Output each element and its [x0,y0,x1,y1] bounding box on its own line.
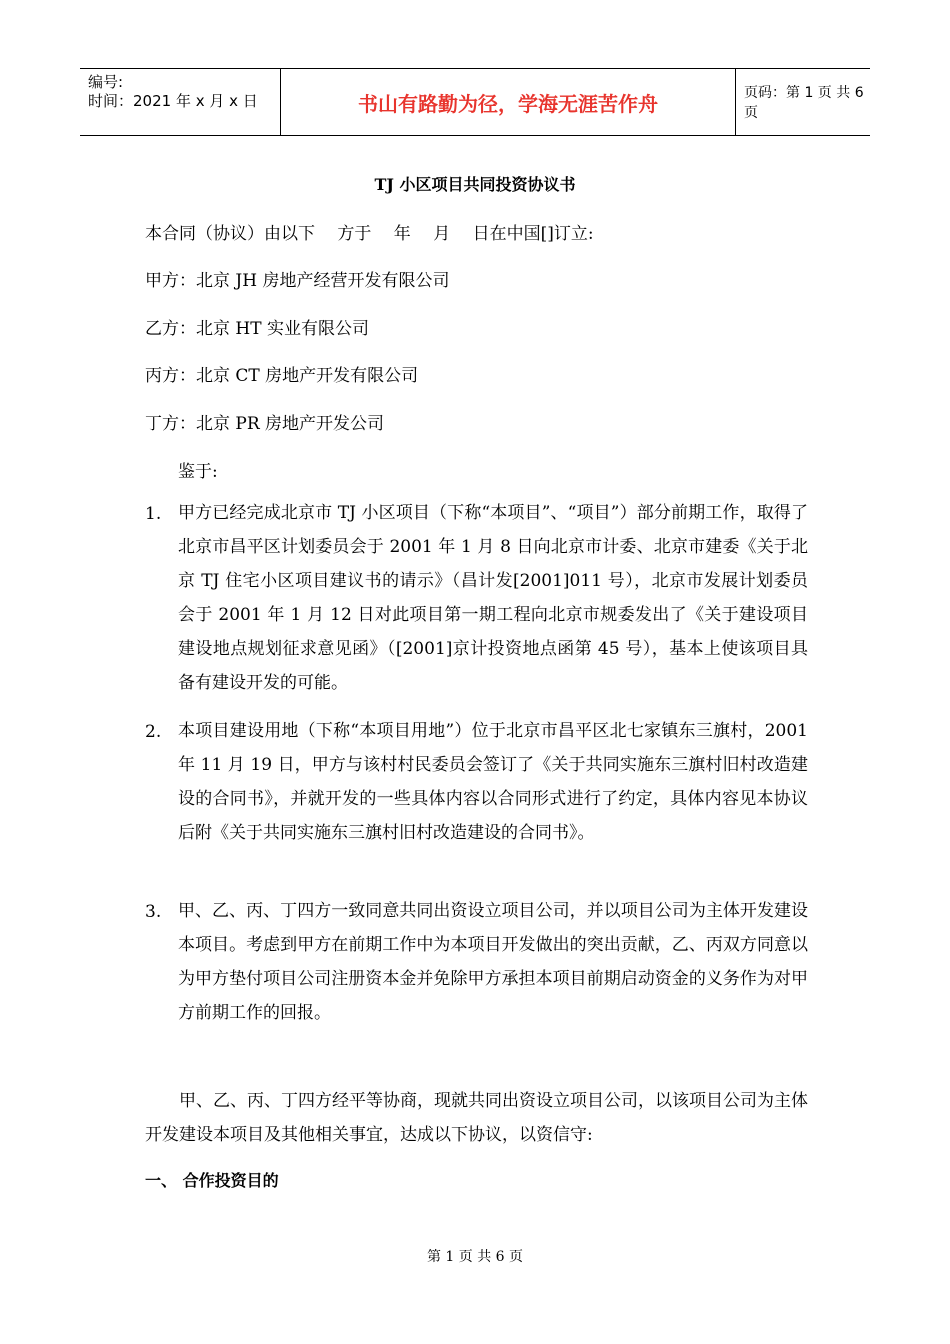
intro-line: 本合同（协议）由以下 方于 年 月 日在中国[]订立: [145,224,594,244]
closing-paragraph: 甲、乙、丙、丁四方经平等协商，现就共同出资设立项目公司，以该项目公司为主体开发建设本项目及其他相关事宜，达成以下协议，以资信守: [145,1091,808,1145]
number-label: 编号: [88,73,124,91]
list-item-number: 1. [145,504,162,524]
list-item-text: 甲方已经完成北京市 TJ 小区项目（下称“本项目”、“项目”）部分前期工作，取得了北京市昌平区计划委员会于 2001 年 1 月 8 日向北京市计委、北京市建委《关于北京 TJ 住宅小区项目建议书的请示》（昌计发[2001]011 号），北京市发展计划委员会于 2001 年 1 月 12 日对此项目第一期工程向北京市规委发出了《关于建设项目建设地点规划征求意见函》（[2001]京计投资地点函第 45 号），基本上使该项目具备有建设开发的可能。 [178,503,808,693]
whereas-label: 鉴于: [178,462,218,482]
header-motto-cell [281,69,736,135]
header-motto: 书山有路勤为径，学海无涯苦作舟 [358,91,658,116]
document-title: TJ 小区项目共同投资协议书 [374,175,576,194]
page-footer: 第 1 页 共 6 页 [426,1249,524,1265]
party-bing: 丙方：北京 CT 房地产开发有限公司 [145,366,419,386]
party-jia: 甲方：北京 JH 房地产经营开发有限公司 [145,271,450,291]
list-item-text: 甲、乙、丙、丁四方一致同意共同出资设立项目公司，并以项目公司为主体开发建设本项目。考虑到甲方在前期工作中为本项目开发做出的突出贡献，乙、丙双方同意以为甲方垫付项目公司注册资本金并免除甲方承担本项目前期启动资金的义务作为对甲方前期工作的回报。 [178,901,808,1023]
list-item-number: 2. [145,722,162,742]
document-header [80,68,870,136]
list-item-number: 3. [145,902,162,922]
party-ding: 丁方：北京 PR 房地产开发公司 [145,414,385,434]
party-yi: 乙方：北京 HT 实业有限公司 [145,319,369,339]
date-label: 时间：2021 年 x 月 x 日 [88,92,258,110]
header-meta [80,69,281,135]
section-heading: 一、 合作投资目的 [145,1171,279,1190]
list-item-text: 本项目建设用地（下称“本项目用地”）位于北京市昌平区北七家镇东三旗村，2001 年 11 月 19 日，甲方与该村村民委员会签订了《关于共同实施东三旗村旧村改造建设的合同书》，并就开发的一些具体内容以合同形式进行了约定，具体内容见本协议后附《关于共同实施东三旗村旧村改造建设的合同书》。 [178,721,808,843]
header-page-info: 页码：第 1 页 共 6 页 [744,85,864,121]
